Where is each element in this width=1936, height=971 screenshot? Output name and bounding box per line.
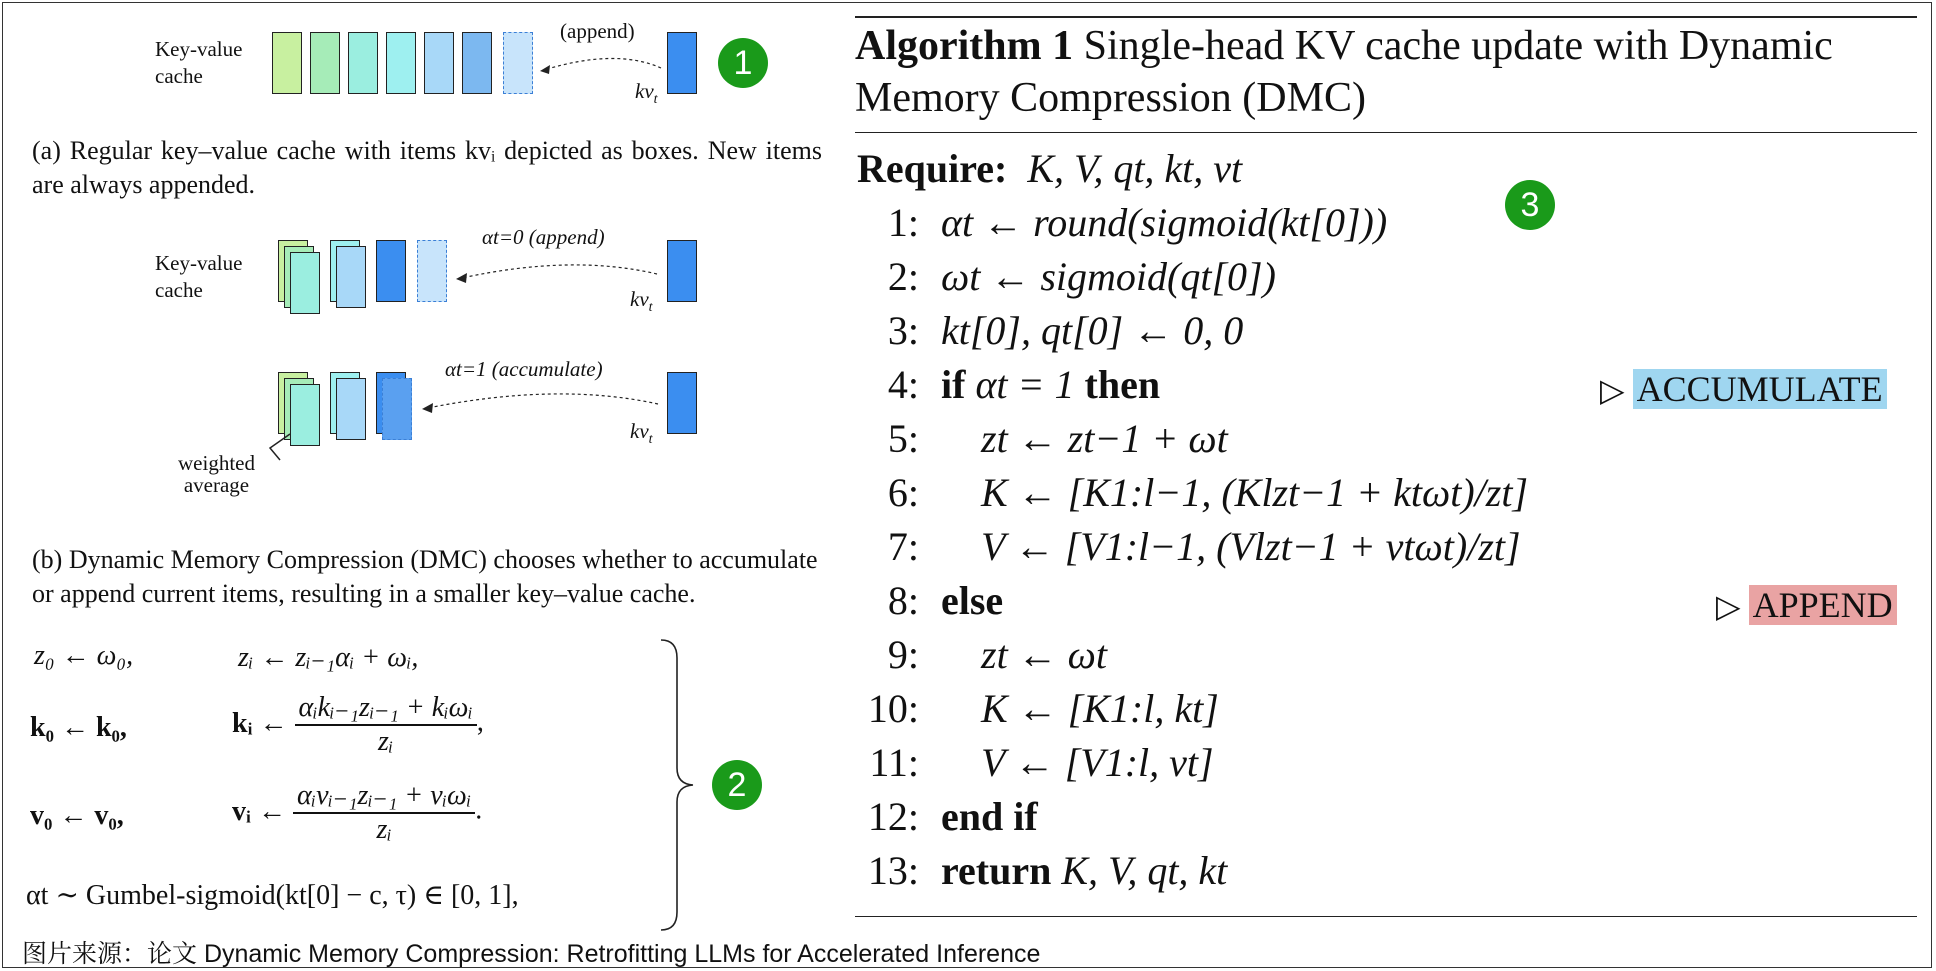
algo-line-5: 5: zt ← zt−1 + ωt: [887, 416, 1228, 461]
algo-line-4: 4: if αt = 1 then: [887, 362, 1161, 407]
eq-z-init: z₀ ← ω₀,: [34, 640, 134, 671]
algo-line-13: 13: return K, V, qt, kt: [867, 848, 1228, 893]
eq-v-init: v₀ ← v₀,: [30, 800, 124, 831]
algo-line-10: 10: K ← [K1:l, kt]: [867, 686, 1219, 731]
cache-box: [290, 252, 320, 314]
cache-box: [376, 240, 406, 302]
algorithm-title: Algorithm 1 Single-head KV cache update with Dynamic Memory Compression (DMC): [855, 23, 1833, 121]
caption-b: (b) Dynamic Memory Compression (DMC) chooses whether to accumulate or append current items, resulting in a smaller key–value cache.: [32, 545, 818, 608]
kv-label-b2: $kv_t$: [630, 419, 653, 448]
append-label-b: αt=0 (append): [482, 225, 605, 249]
algo-line-8: 8: else: [887, 578, 1004, 623]
append-arrow-a: [536, 40, 666, 80]
kv-label-a: $kv_t$: [635, 79, 658, 108]
top-rule: [855, 16, 1917, 18]
algo-line-1: 1: αt ← round(sigmoid(kt[0])): [887, 200, 1388, 245]
require-line: Require: K, V, qt, kt, vt: [857, 146, 1243, 191]
eq-alpha: αt ∼ Gumbel-sigmoid(kt[0] − c, τ) ∈ [0, 1],: [26, 880, 519, 911]
mid-rule: [855, 132, 1917, 133]
weighted-average-label: weighted average: [178, 451, 255, 497]
eq-z-rec: zᵢ ← zᵢ₋₁αᵢ + ωᵢ,: [238, 642, 419, 673]
new-kv-box: [667, 372, 697, 434]
cache-box: [462, 32, 492, 94]
cache-box: [336, 246, 366, 308]
bottom-rule: [855, 916, 1917, 917]
badge-3: 3: [1505, 180, 1555, 230]
accumulated-box: [382, 378, 412, 440]
source-caption: 图片来源：论文 Dynamic Memory Compression: Retrofitting LLMs for Accelerated Inference: [22, 940, 1041, 968]
algo-line-7: 7: V ← [V1:l−1, (Vlzt−1 + vtωt)/zt]: [887, 524, 1521, 569]
algo-line-6: 6: K ← [K1:l−1, (Klzt−1 + ktωt)/zt]: [887, 470, 1529, 515]
new-kv-box: [667, 32, 697, 94]
new-kv-box: [667, 240, 697, 302]
algo-line-3: 3: kt[0], qt[0] ← 0, 0: [887, 308, 1244, 353]
accumulate-label: αt=1 (accumulate): [445, 357, 603, 381]
comment-append: ▷ APPEND: [1716, 580, 1897, 631]
algo-line-12: 12: end if: [867, 794, 1038, 839]
cache-label-b: Key-value cache: [155, 251, 243, 302]
eq-v-rec: vᵢ ← $\frac{\text{αᵢvᵢ₋₁zᵢ₋₁ + vᵢωᵢ}}{\text{zᵢ}}$ .: [232, 780, 483, 845]
accumulate-arrow: [418, 380, 663, 420]
badge-1: 1: [718, 38, 768, 88]
equations-brace: [655, 638, 705, 932]
append-label-a: (append): [560, 19, 635, 43]
eq-k-rec: kᵢ ← $\frac{\text{αᵢkᵢ₋₁zᵢ₋₁ + kᵢωᵢ}}{\text{zᵢ}}$ ,: [232, 692, 484, 757]
cache-box: [336, 378, 366, 440]
caption-a: (a) Regular key–value cache with items kvᵢ depicted as boxes. New items are always appended.: [32, 136, 822, 199]
algo-line-2: 2: ωt ← sigmoid(qt[0]): [887, 254, 1276, 299]
algo-line-9: 9: zt ← ωt: [887, 632, 1108, 677]
cache-box: [348, 32, 378, 94]
append-arrow-b: [452, 250, 662, 290]
cache-box: [386, 32, 416, 94]
algo-line-11: 11: V ← [V1:l, vt]: [869, 740, 1214, 785]
cache-box: [272, 32, 302, 94]
empty-slot-box: [503, 32, 533, 94]
cache-label-a: Key-value cache: [155, 37, 243, 88]
weighted-bracket: [262, 430, 302, 466]
badge-2: 2: [712, 760, 762, 810]
comment-accumulate: ▷ ACCUMULATE: [1600, 364, 1887, 415]
cache-box: [310, 32, 340, 94]
empty-slot-box: [417, 240, 447, 302]
kv-label-b1: $kv_t$: [630, 287, 653, 316]
eq-k-init: k₀ ← k₀,: [30, 712, 127, 743]
cache-box: [424, 32, 454, 94]
